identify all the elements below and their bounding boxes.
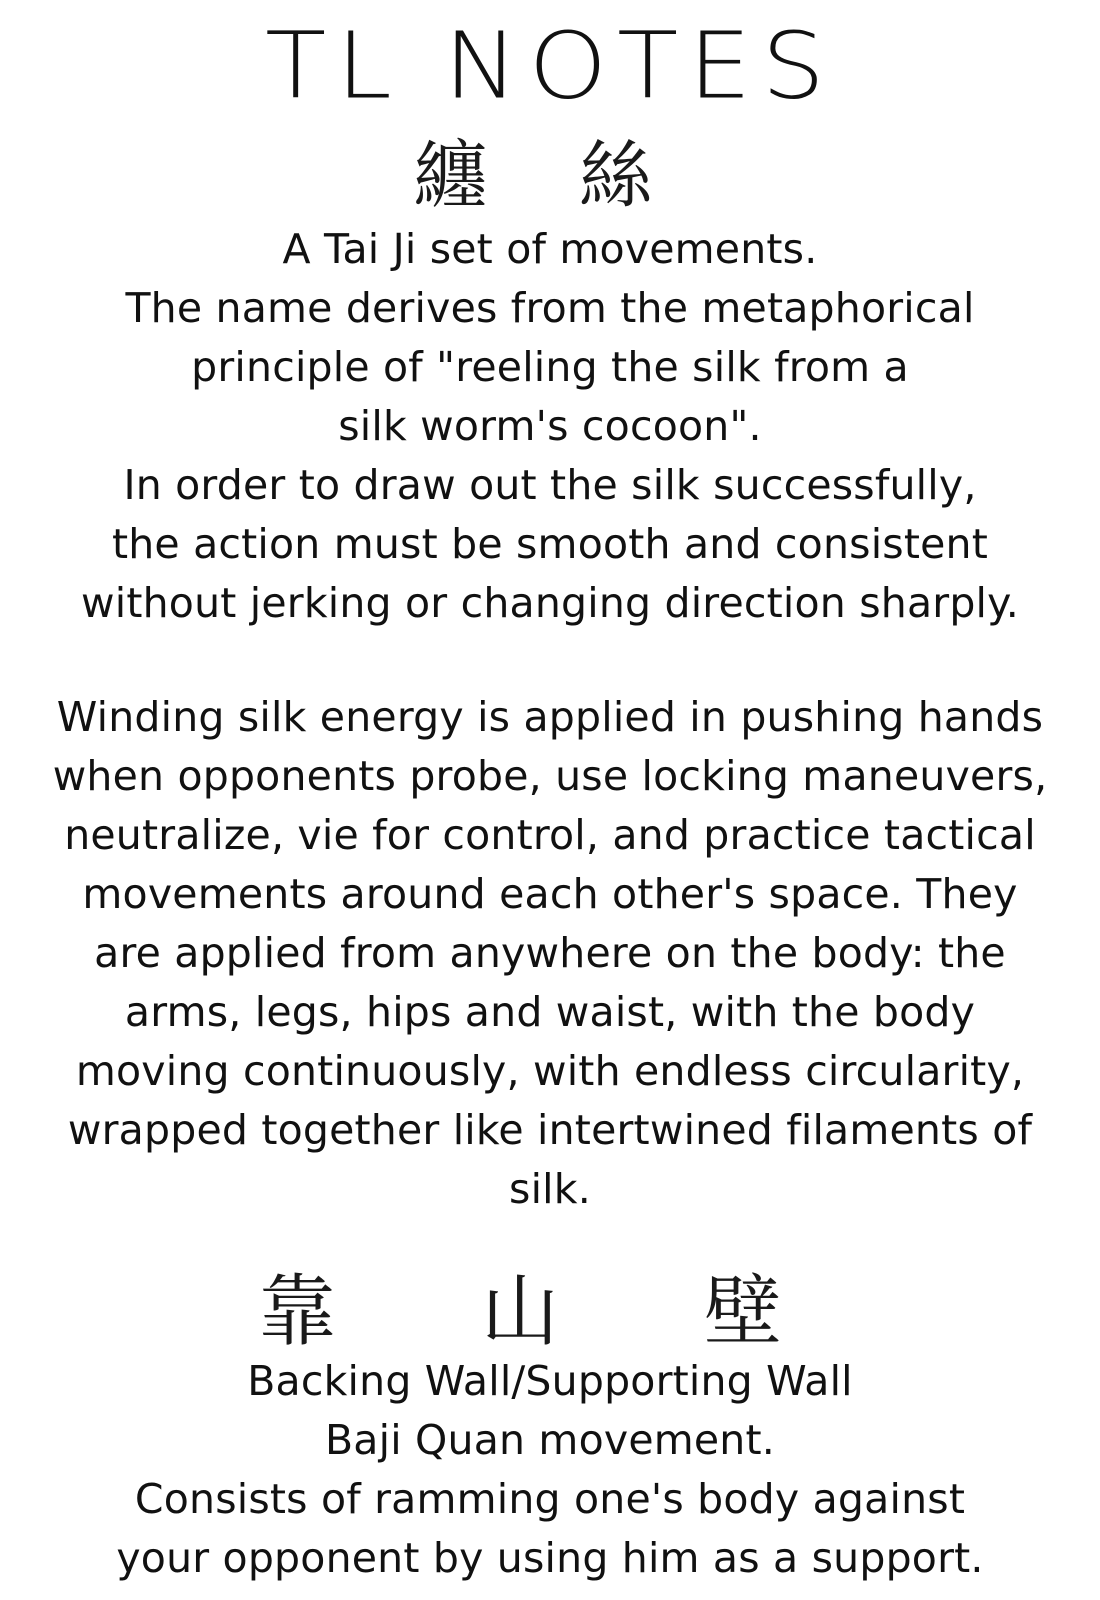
text-line: arms, legs, hips and waist, with the body: [124, 988, 976, 1036]
text-line: when opponents probe, use locking maneuvers,: [52, 752, 1048, 800]
text-line: movements around each other's space. They: [82, 870, 1018, 918]
text-line: your opponent by using him as a support.: [116, 1534, 984, 1582]
text-line: In order to draw out the silk successfully,: [123, 461, 977, 509]
text-line: without jerking or changing direction sharply.: [81, 579, 1019, 627]
text-line: silk.: [509, 1165, 591, 1213]
text-line: moving continuously, with endless circularity,: [75, 1047, 1025, 1095]
text-line: silk worm's cocoon".: [338, 402, 762, 450]
term-definition-kao-shan-bi: [10, 1352, 1090, 1588]
text-line: A Tai Ji set of movements.: [282, 225, 818, 273]
text-line: The name derives from the metaphorical: [125, 284, 975, 332]
text-line: neutralize, vie for control, and practice tactical: [64, 811, 1036, 859]
term-characters-chan-si: 纏 絲: [413, 133, 687, 219]
term-definition-chan-si: [10, 220, 1090, 633]
text-line: Backing Wall/Supporting Wall: [247, 1357, 853, 1405]
text-line: wrapped together like intertwined filaments of: [67, 1106, 1033, 1154]
term-characters-kao-shan-bi: 靠 山 壁: [258, 1267, 842, 1357]
text-line: Baji Quan movement.: [324, 1416, 776, 1464]
page-title: TL NOTES: [265, 11, 835, 120]
text-line: principle of "reeling the silk from a: [191, 343, 909, 391]
text-line: Consists of ramming one's body against: [134, 1475, 966, 1523]
text-line: are applied from anywhere on the body: the: [94, 929, 1006, 977]
text-line: the action must be smooth and consistent: [111, 520, 989, 568]
text-line: Winding silk energy is applied in pushing hands: [56, 693, 1044, 741]
winding-silk-paragraph: [10, 688, 1090, 1219]
